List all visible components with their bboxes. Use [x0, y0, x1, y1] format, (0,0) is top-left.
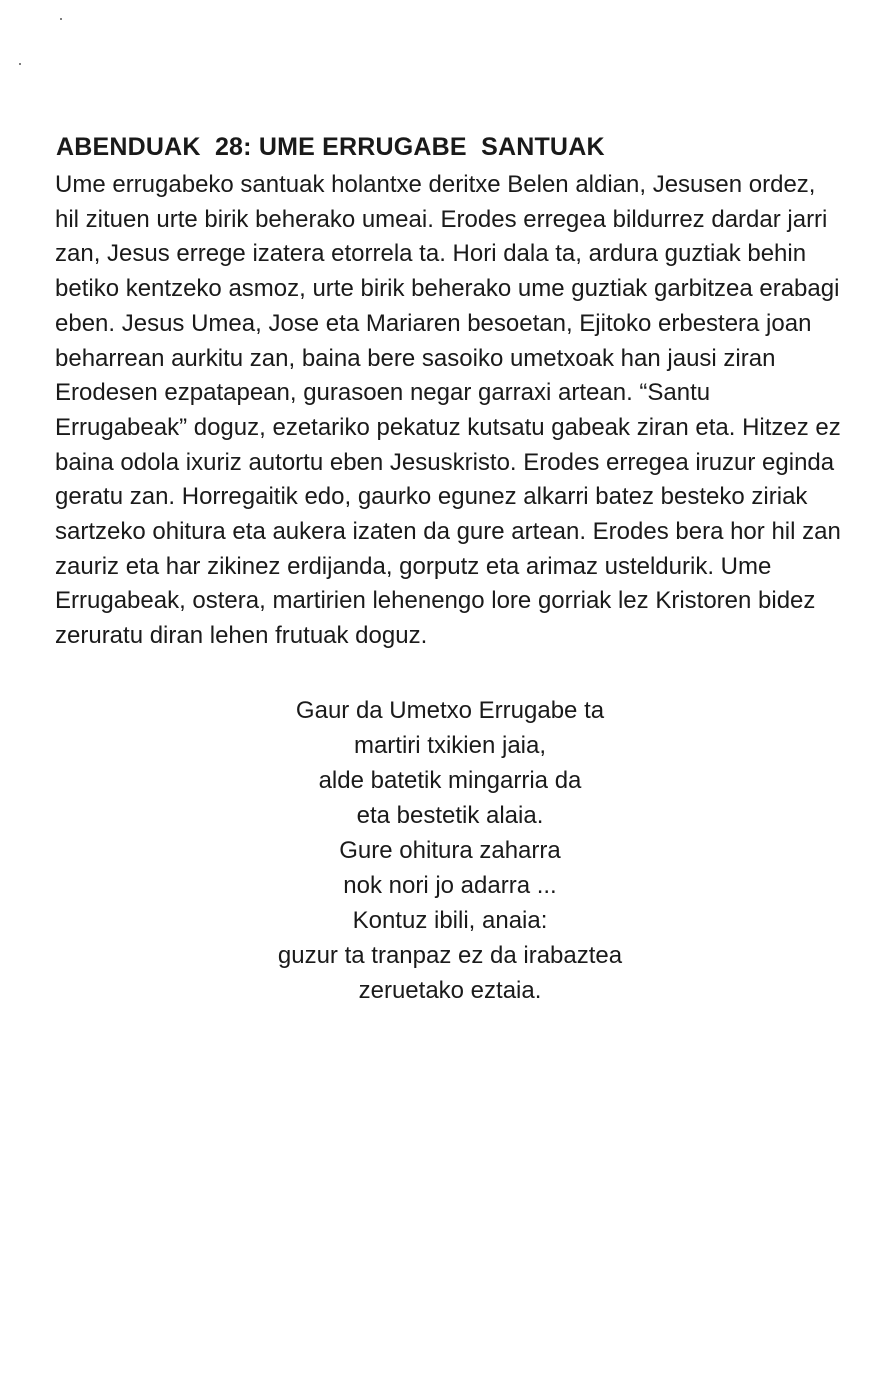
poem-line: nok nori jo adarra ... [343, 872, 557, 899]
scan-speck [60, 18, 62, 20]
paragraph-line: Erodesen ezpatapean, gurasoen negar garraxi artean. “Santu [55, 379, 711, 407]
paragraph-line: zan, Jesus errege izatera etorrela ta. Hori dala ta, ardura guztiak behin [55, 240, 807, 268]
paragraph-line: Errugabeak” doguz, ezetariko pekatuz kutsatu gabeak ziran eta. Hitzez ez [55, 413, 841, 441]
body-paragraph [55, 168, 855, 654]
paragraph-line: zeruratu diran lehen frutuak doguz. [55, 622, 428, 650]
poem-line: Kontuz ibili, anaia: [352, 907, 548, 934]
poem-line: guzur ta tranpaz ez da irabaztea [277, 942, 623, 969]
poem-line: martiri txikien jaia, [353, 732, 547, 759]
paragraph-line: hil zituen urte birik beherako umeai. Erodes erregea bildurrez dardar jarri [55, 205, 828, 233]
paragraph-line: Errugabeak, ostera, martirien lehenengo lore gorriak lez Kristoren bidez [55, 587, 816, 615]
poem-line: Gaur da Umetxo Errugabe ta [295, 697, 605, 724]
paragraph-line: baina odola ixuriz autortu eben Jesuskristo. Erodes erregea iruzur eginda [55, 448, 835, 476]
scan-speck [19, 63, 21, 65]
paragraph-line: betiko kentzeko asmoz, urte birik beherako ume guztiak garbitzea erabagi [55, 275, 840, 303]
poem-line: Gure ohitura zaharra [339, 837, 561, 864]
paragraph-line: geratu zan. Horregaitik edo, gaurko egunez alkarri batez besteko ziriak [55, 483, 808, 511]
poem-line: eta bestetik alaia. [356, 802, 544, 829]
paragraph-line: sartzeko ohitura eta aukera izaten da gure artean. Erodes bera hor hil zan [55, 518, 841, 546]
paragraph-line: zauriz eta har zikinez erdijanda, gorputz eta arimaz usteldurik. Ume [55, 552, 772, 580]
paragraph-line: Ume errugabeko santuak holantxe deritxe Belen aldian, Jesusen ordez, [55, 171, 816, 198]
poem-line: alde batetik mingarria da [318, 767, 582, 794]
paragraph-line: beharrean aurkitu zan, baina bere sasoiko umetxoak han jausi ziran [55, 344, 776, 372]
paragraph-line: eben. Jesus Umea, Jose eta Mariaren besoetan, Ejitoko erbestera joan [55, 309, 812, 337]
poem [225, 693, 675, 1008]
page-title: ABENDUAK 28: UME ERRUGABE SANTUAK [56, 133, 605, 161]
poem-line: zeruetako eztaia. [358, 977, 542, 1004]
